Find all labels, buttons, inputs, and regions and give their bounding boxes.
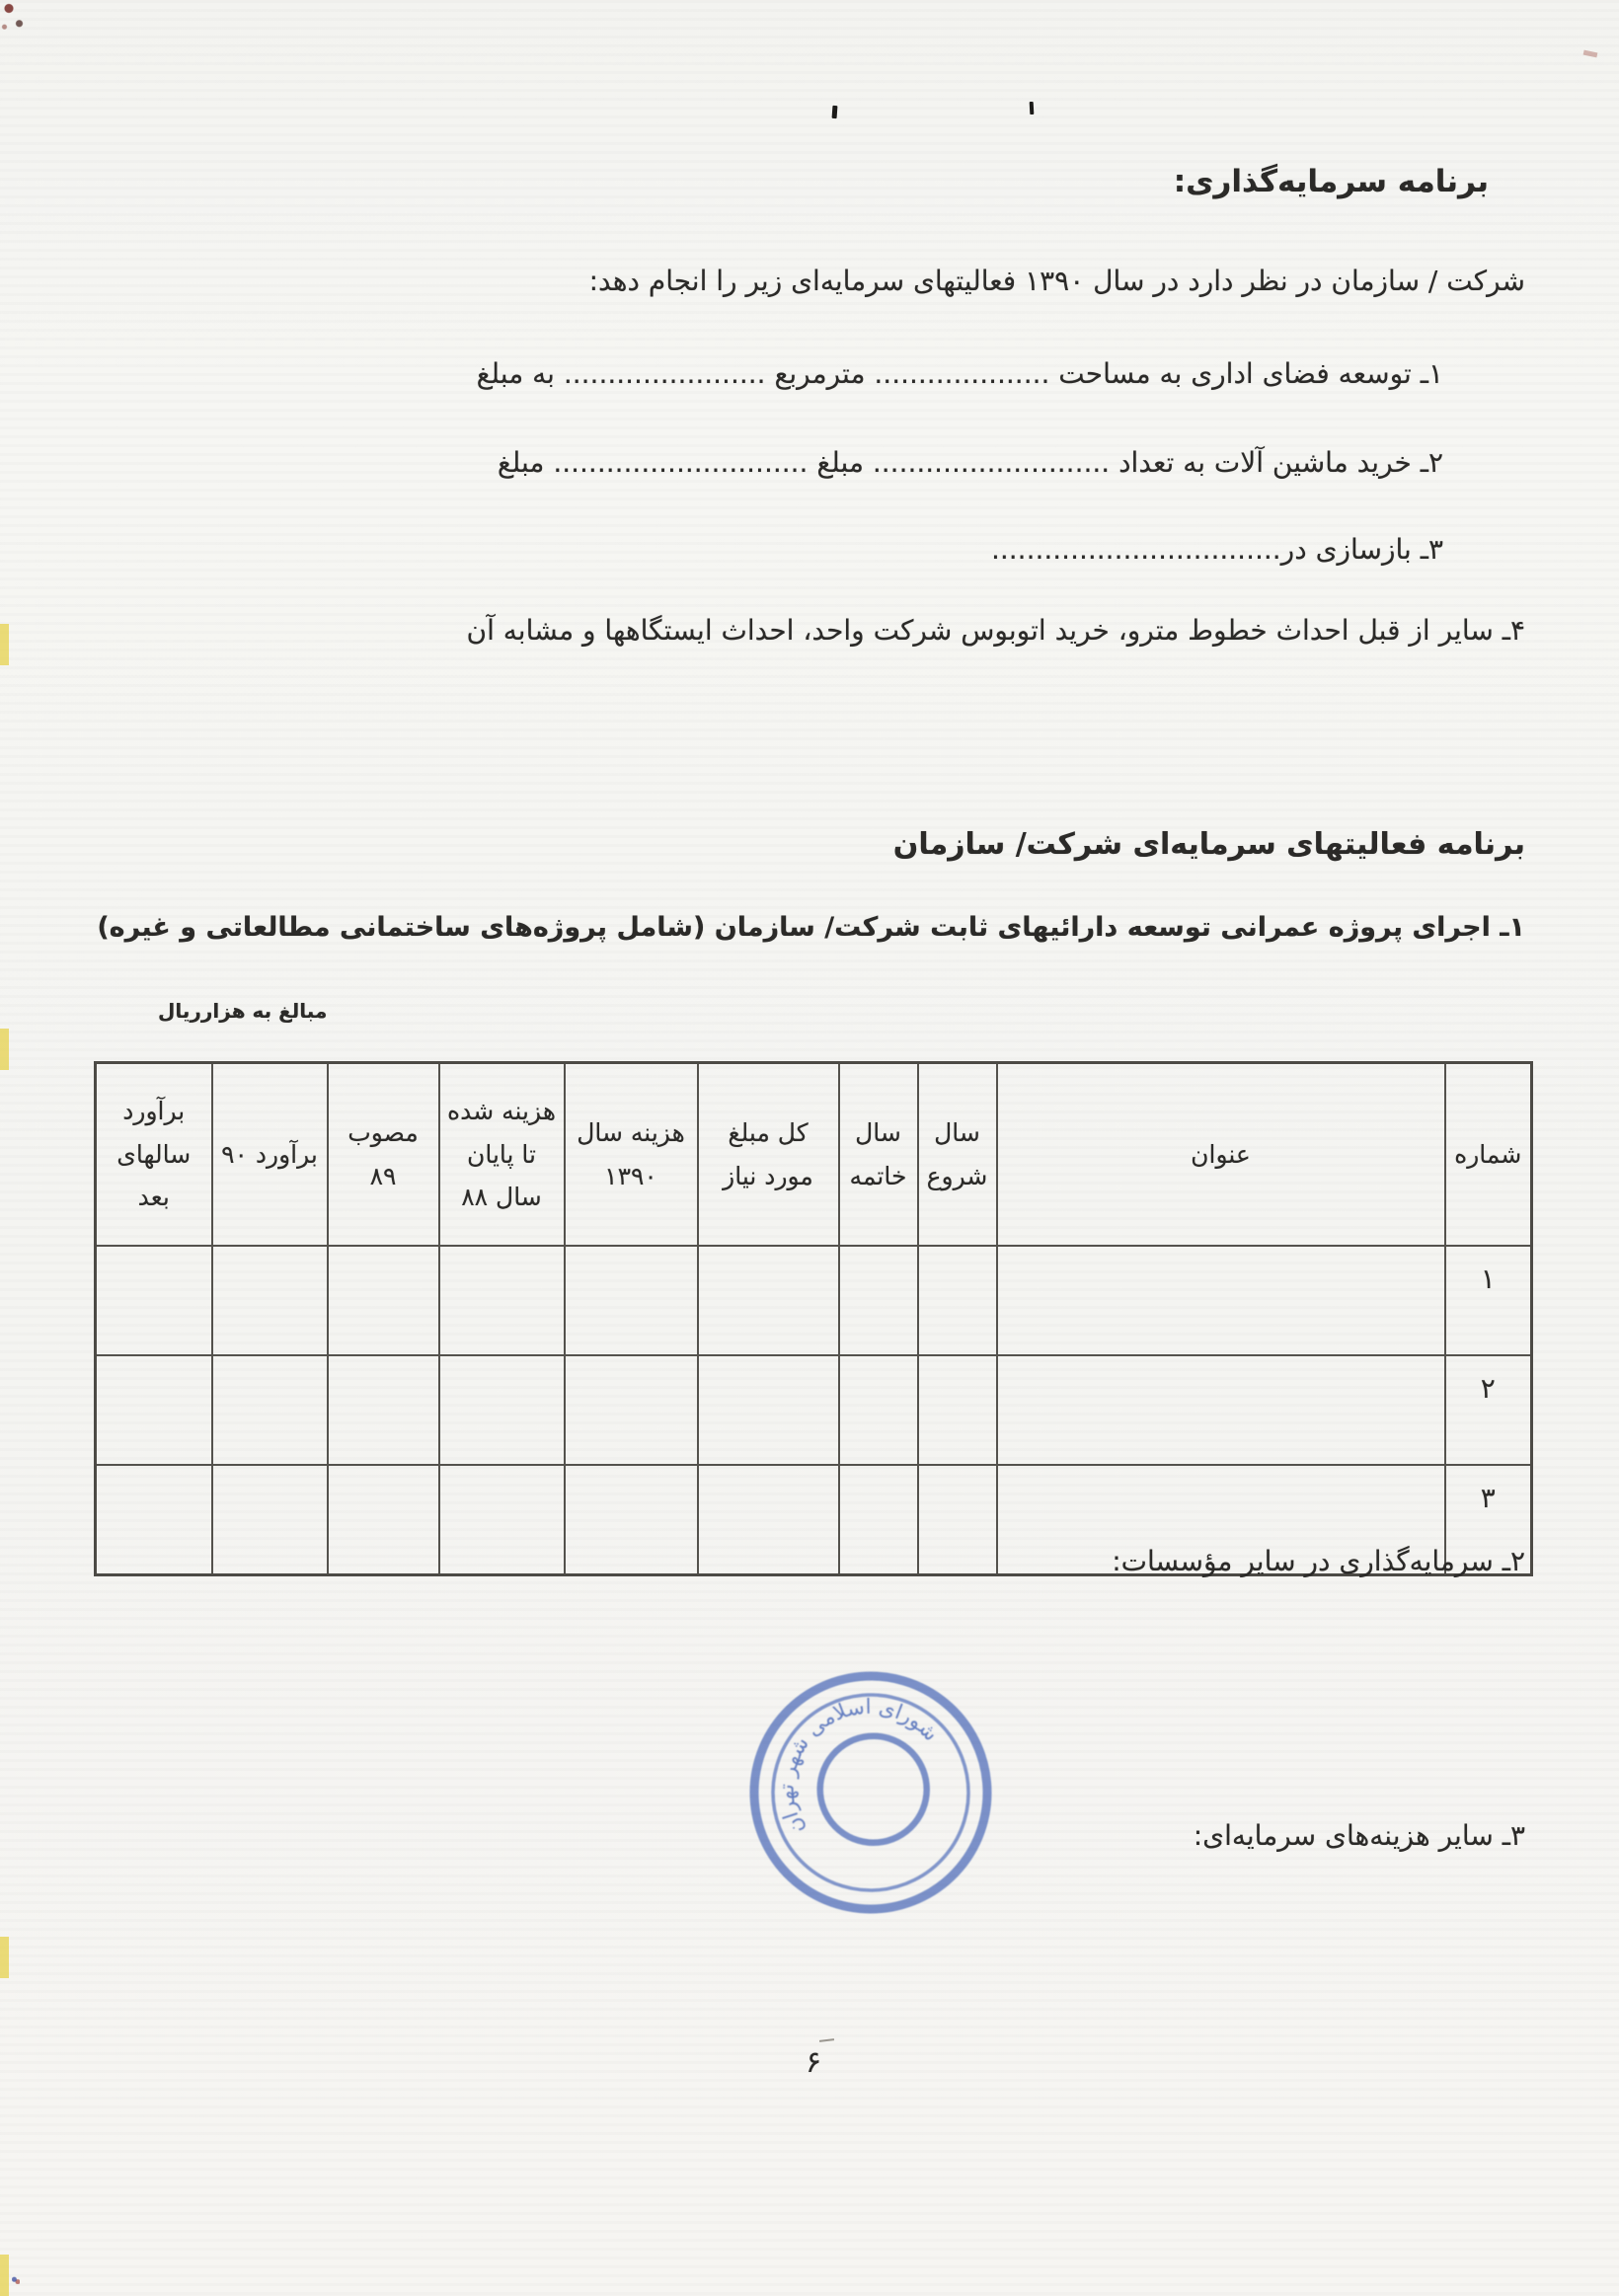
col-header-estimate-90: برآورد ۹۰ [212, 1063, 328, 1247]
empty-cell [698, 1355, 839, 1465]
scan-mark [832, 106, 838, 118]
stamp-graphic [732, 1653, 1010, 1932]
subsection-1-heading: ۱ـ اجرای پروژه عمرانی توسعه دارائیهای ثابت شرکت/ سازمان (شامل پروژه‌های ساختمانی مطالعاتی و غیره) [97, 912, 1525, 943]
empty-cell [328, 1355, 439, 1465]
empty-cell [96, 1355, 212, 1465]
empty-cell [439, 1246, 565, 1355]
empty-cell [328, 1246, 439, 1355]
col-header-end-year: سال خاتمه [839, 1063, 918, 1247]
col-header-spent-until-88: هزینه شده تا پایان سال ۸۸ [439, 1063, 565, 1247]
empty-cell [839, 1465, 918, 1575]
row-number-cell: ۲ [1445, 1355, 1532, 1465]
empty-cell [439, 1465, 565, 1575]
row-number-cell: ۱ [1445, 1246, 1532, 1355]
empty-cell [698, 1465, 839, 1575]
col-header-number: شماره [1445, 1063, 1532, 1247]
scan-speck [0, 624, 9, 665]
projects-table [94, 1061, 1533, 1576]
list-item-2: ۲ـ خرید ماشین آلات به تعداد ........................... مبلغ ............................. مبلغ [497, 446, 1443, 479]
empty-cell [918, 1355, 997, 1465]
table-unit-note: مبالغ به هزارریال [158, 999, 328, 1023]
empty-cell [565, 1465, 698, 1575]
list-item-4: ۴ـ سایر از قبل احداث خطوط مترو، خرید اتوبوس شرکت واحد، احداث ایستگاهها و مشابه آن [466, 614, 1525, 647]
stamp-inner-circle [815, 1731, 931, 1847]
scan-speck [0, 1029, 9, 1070]
empty-cell [918, 1246, 997, 1355]
subsection-2-heading: ۲ـ سرمایه‌گذاری در سایر مؤسسات: [1112, 1545, 1525, 1577]
empty-cell [96, 1246, 212, 1355]
col-header-start-year: سال شروع [918, 1063, 997, 1247]
projects-table-wrapper [94, 1061, 1533, 1576]
empty-cell [328, 1465, 439, 1575]
section-heading: برنامه فعالیتهای سرمایه‌ای شرکت/ سازمان [892, 827, 1525, 862]
empty-cell [96, 1465, 212, 1575]
empty-cell [918, 1465, 997, 1575]
col-header-approved-89: مصوب ۸۹ [328, 1063, 439, 1247]
col-header-cost-1390: هزینه سال ۱۳۹۰ [565, 1063, 698, 1247]
empty-cell [839, 1246, 918, 1355]
subsection-3-heading: ۳ـ سایر هزینه‌های سرمایه‌ای: [1193, 1819, 1525, 1852]
scan-speck [1583, 50, 1598, 58]
stamp-text: شورای اسلامی شهر تهران [774, 1694, 944, 1839]
page-number: ۶ [806, 2045, 822, 2080]
scan-mark [1030, 102, 1035, 115]
table-row [96, 1246, 1532, 1355]
official-stamp [732, 1653, 1010, 1932]
empty-cell [212, 1246, 328, 1355]
list-item-3: ۳ـ بازسازی در................................. [990, 533, 1443, 566]
empty-cell [997, 1246, 1445, 1355]
intro-paragraph: شرکت / سازمان در نظر دارد در سال ۱۳۹۰ فعالیتهای سرمایه‌ای زیر را انجام دهد: [588, 265, 1525, 297]
scan-mark [819, 2038, 834, 2042]
empty-cell [212, 1355, 328, 1465]
empty-cell [698, 1246, 839, 1355]
col-header-title: عنوان [997, 1063, 1445, 1247]
empty-cell [212, 1465, 328, 1575]
scan-speck [12, 2276, 20, 2284]
empty-cell [565, 1246, 698, 1355]
row-number-cell: ۳ [1445, 1465, 1532, 1575]
scan-speck [0, 1937, 9, 1978]
col-header-estimate-later: برآورد سالهای بعد [96, 1063, 212, 1247]
col-header-total-amount: کل مبلغ مورد نیاز [698, 1063, 839, 1247]
page-title: برنامه سرمایه‌گذاری: [1173, 164, 1489, 199]
table-header-row [96, 1063, 1532, 1247]
list-item-1: ۱ـ توسعه فضای اداری به مساحت .................... مترمربع ....................... به مبلغ [476, 357, 1443, 390]
empty-cell [439, 1355, 565, 1465]
empty-cell [997, 1355, 1445, 1465]
scan-speck [0, 2255, 9, 2296]
scan-speck [0, 0, 30, 34]
table-row [96, 1355, 1532, 1465]
empty-cell [839, 1355, 918, 1465]
empty-cell [565, 1355, 698, 1465]
